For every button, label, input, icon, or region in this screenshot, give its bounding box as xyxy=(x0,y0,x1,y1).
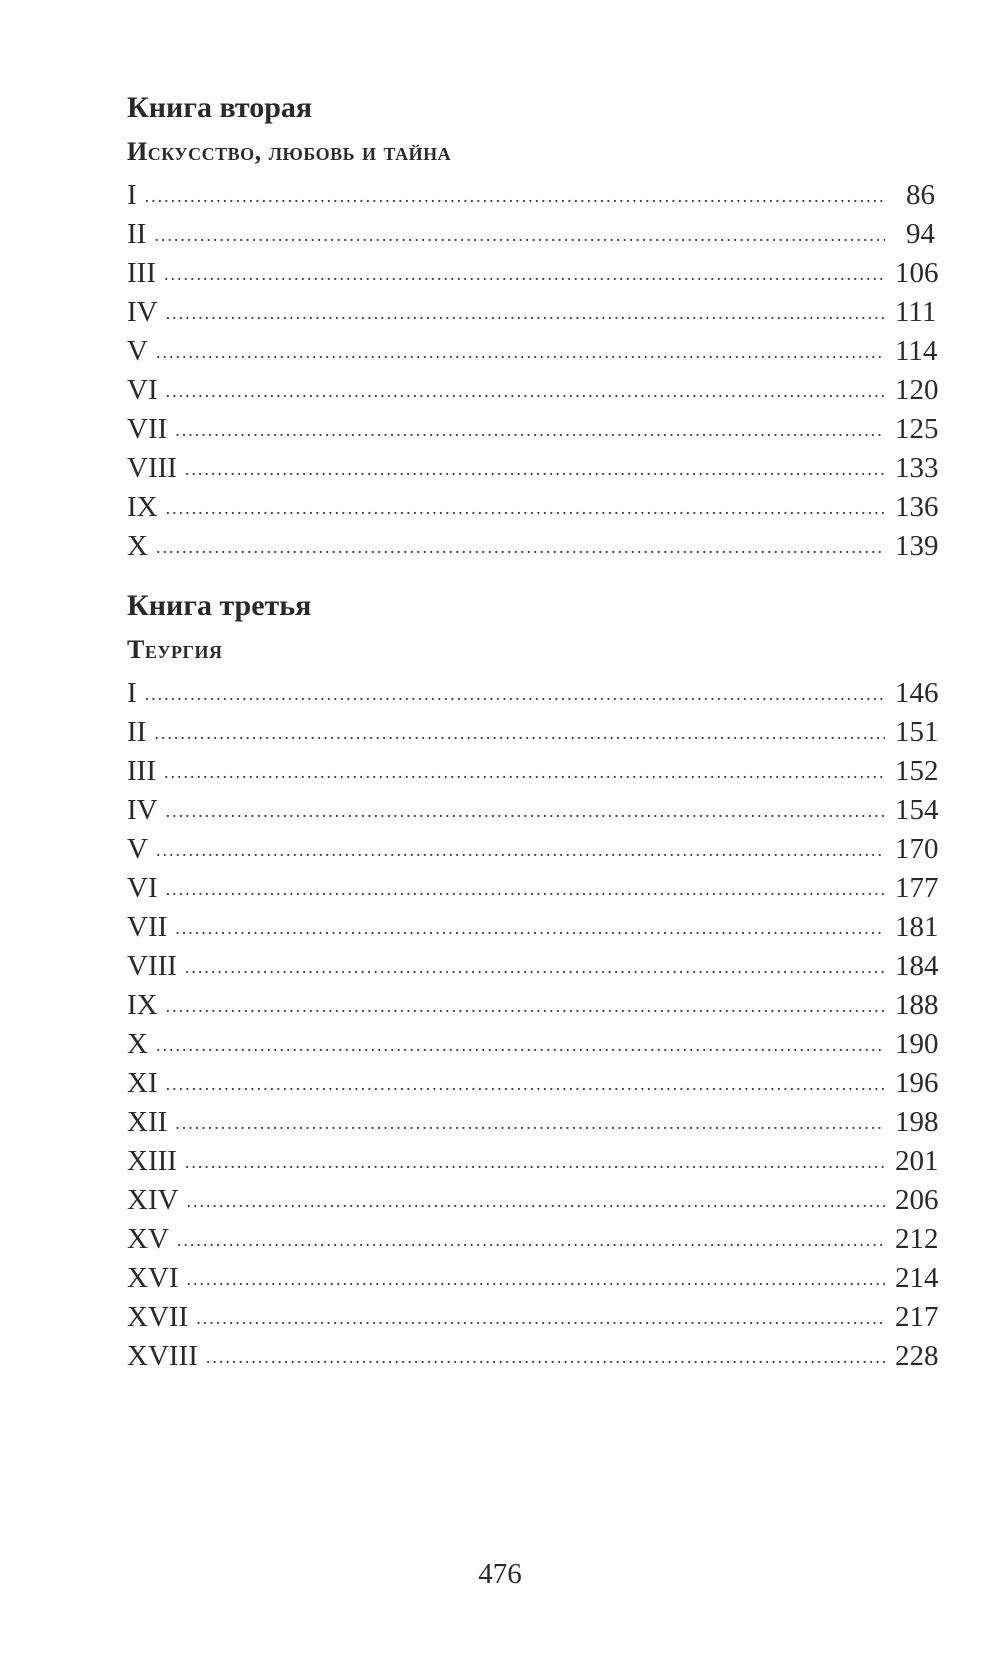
chapter-number: VI xyxy=(127,872,158,904)
chapter-number: XI xyxy=(127,1067,158,1099)
chapter-number: VII xyxy=(127,911,168,943)
chapter-number: II xyxy=(127,218,147,250)
chapter-number: X xyxy=(127,530,148,562)
chapter-page-number: 139 xyxy=(895,530,939,562)
chapter-number: IX xyxy=(127,989,158,1021)
table-of-contents xyxy=(127,90,939,1376)
chapter-number: VIII xyxy=(127,452,177,484)
chapter-number: XVI xyxy=(127,1262,179,1294)
chapter-page-number: 184 xyxy=(895,950,939,982)
chapter-page-number: 125 xyxy=(895,413,939,445)
chapter-number: IV xyxy=(127,296,158,328)
chapter-number: V xyxy=(127,833,148,865)
chapter-number: XVII xyxy=(127,1301,189,1333)
chapter-page-number: 188 xyxy=(895,989,939,1021)
dot-leader xyxy=(196,1299,885,1338)
chapter-number: I xyxy=(127,677,137,709)
chapter-number: XVIII xyxy=(127,1340,198,1372)
chapter-number: I xyxy=(127,179,137,211)
chapter-page-number: 154 xyxy=(895,794,939,826)
chapter-page-number: 190 xyxy=(895,1028,939,1060)
toc-entry[interactable] xyxy=(127,1103,939,1142)
dot-leader xyxy=(166,294,885,333)
toc-entry[interactable] xyxy=(127,371,939,410)
chapter-number: X xyxy=(127,1028,148,1060)
toc-entry[interactable] xyxy=(127,791,939,830)
book-two-title: Книга вторая xyxy=(127,91,313,124)
chapter-page-number: 228 xyxy=(895,1340,939,1372)
toc-entry[interactable] xyxy=(127,293,935,332)
toc-entry[interactable] xyxy=(127,830,939,869)
chapter-page-number: 181 xyxy=(895,911,939,943)
toc-entry[interactable] xyxy=(127,332,938,371)
chapter-page-number: 106 xyxy=(895,257,939,289)
dot-leader xyxy=(156,1026,885,1065)
toc-entry[interactable] xyxy=(127,215,935,254)
toc-entry[interactable] xyxy=(127,752,939,791)
toc-entry[interactable] xyxy=(127,488,939,527)
chapter-number: VIII xyxy=(127,950,177,982)
chapter-number: V xyxy=(127,335,148,367)
book-three-chapter-list xyxy=(127,674,939,1376)
dot-leader xyxy=(156,528,885,567)
book-three-subtitle: Теургия xyxy=(127,635,223,664)
dot-leader xyxy=(175,1104,885,1143)
dot-leader xyxy=(166,792,885,831)
chapter-page-number: 201 xyxy=(895,1145,939,1177)
toc-entry[interactable] xyxy=(127,1142,939,1181)
chapter-page-number: 136 xyxy=(895,491,939,523)
dot-leader xyxy=(175,909,885,948)
dot-leader xyxy=(145,177,885,216)
dot-leader xyxy=(164,255,885,294)
page-number: 476 xyxy=(478,1558,522,1590)
chapter-page-number: 151 xyxy=(895,716,939,748)
chapter-page-number: 120 xyxy=(895,374,939,406)
chapter-page-number: 198 xyxy=(895,1106,939,1138)
dot-leader xyxy=(166,870,885,909)
chapter-number: XV xyxy=(127,1223,169,1255)
chapter-number: II xyxy=(127,716,147,748)
book-two-chapter-list xyxy=(127,176,939,566)
chapter-page-number: 114 xyxy=(895,335,938,367)
chapter-number: XIII xyxy=(127,1145,177,1177)
chapter-page-number: 94 xyxy=(906,218,935,250)
dot-leader xyxy=(177,1221,885,1260)
toc-entry[interactable] xyxy=(127,1064,939,1103)
dot-leader xyxy=(187,1260,885,1299)
chapter-number: III xyxy=(127,755,156,787)
dot-leader xyxy=(175,411,885,450)
book-two-subtitle: Искусство, любовь и тайна xyxy=(127,137,452,166)
chapter-number: VI xyxy=(127,374,158,406)
chapter-number: XII xyxy=(127,1106,168,1138)
toc-entry[interactable] xyxy=(127,908,939,947)
dot-leader xyxy=(166,372,885,411)
dot-leader xyxy=(185,948,885,987)
dot-leader xyxy=(166,489,885,528)
chapter-page-number: 214 xyxy=(895,1262,939,1294)
dot-leader xyxy=(166,1065,885,1104)
chapter-number: VII xyxy=(127,413,168,445)
dot-leader xyxy=(154,216,885,255)
toc-entry[interactable] xyxy=(127,1259,939,1298)
book-three-section xyxy=(127,588,939,1376)
toc-entry[interactable] xyxy=(127,410,939,449)
dot-leader xyxy=(187,1182,885,1221)
chapter-page-number: 111 xyxy=(895,296,937,328)
toc-entry[interactable] xyxy=(127,1337,939,1376)
toc-entry[interactable] xyxy=(127,713,939,752)
toc-entry[interactable] xyxy=(127,1220,939,1259)
chapter-page-number: 206 xyxy=(895,1184,939,1216)
dot-leader xyxy=(145,675,885,714)
toc-entry[interactable] xyxy=(127,254,939,293)
toc-entry[interactable] xyxy=(127,947,939,986)
dot-leader xyxy=(166,987,885,1026)
toc-entry[interactable] xyxy=(127,1181,939,1220)
toc-entry[interactable] xyxy=(127,986,939,1025)
dot-leader xyxy=(156,333,885,372)
chapter-page-number: 170 xyxy=(895,833,939,865)
chapter-number: III xyxy=(127,257,156,289)
chapter-number: IV xyxy=(127,794,158,826)
dot-leader xyxy=(206,1338,885,1377)
toc-entry[interactable] xyxy=(127,1298,939,1337)
dot-leader xyxy=(154,714,885,753)
toc-entry[interactable] xyxy=(127,176,935,215)
toc-entry[interactable] xyxy=(127,1025,939,1064)
dot-leader xyxy=(156,831,885,870)
chapter-page-number: 196 xyxy=(895,1067,939,1099)
toc-entry[interactable] xyxy=(127,449,939,488)
dot-leader xyxy=(185,450,885,489)
chapter-page-number: 86 xyxy=(906,179,935,211)
chapter-page-number: 146 xyxy=(895,677,939,709)
toc-entry[interactable] xyxy=(127,674,939,713)
chapter-number: IX xyxy=(127,491,158,523)
dot-leader xyxy=(164,753,885,792)
chapter-page-number: 177 xyxy=(895,872,939,904)
chapter-page-number: 212 xyxy=(895,1223,939,1255)
dot-leader xyxy=(185,1143,885,1182)
chapter-page-number: 133 xyxy=(895,452,939,484)
chapter-page-number: 217 xyxy=(895,1301,939,1333)
book-two-section xyxy=(127,90,939,566)
chapter-page-number: 152 xyxy=(895,755,939,787)
toc-entry[interactable] xyxy=(127,869,939,908)
chapter-number: XIV xyxy=(127,1184,179,1216)
book-three-title: Книга третья xyxy=(127,589,312,622)
toc-entry[interactable] xyxy=(127,527,939,566)
